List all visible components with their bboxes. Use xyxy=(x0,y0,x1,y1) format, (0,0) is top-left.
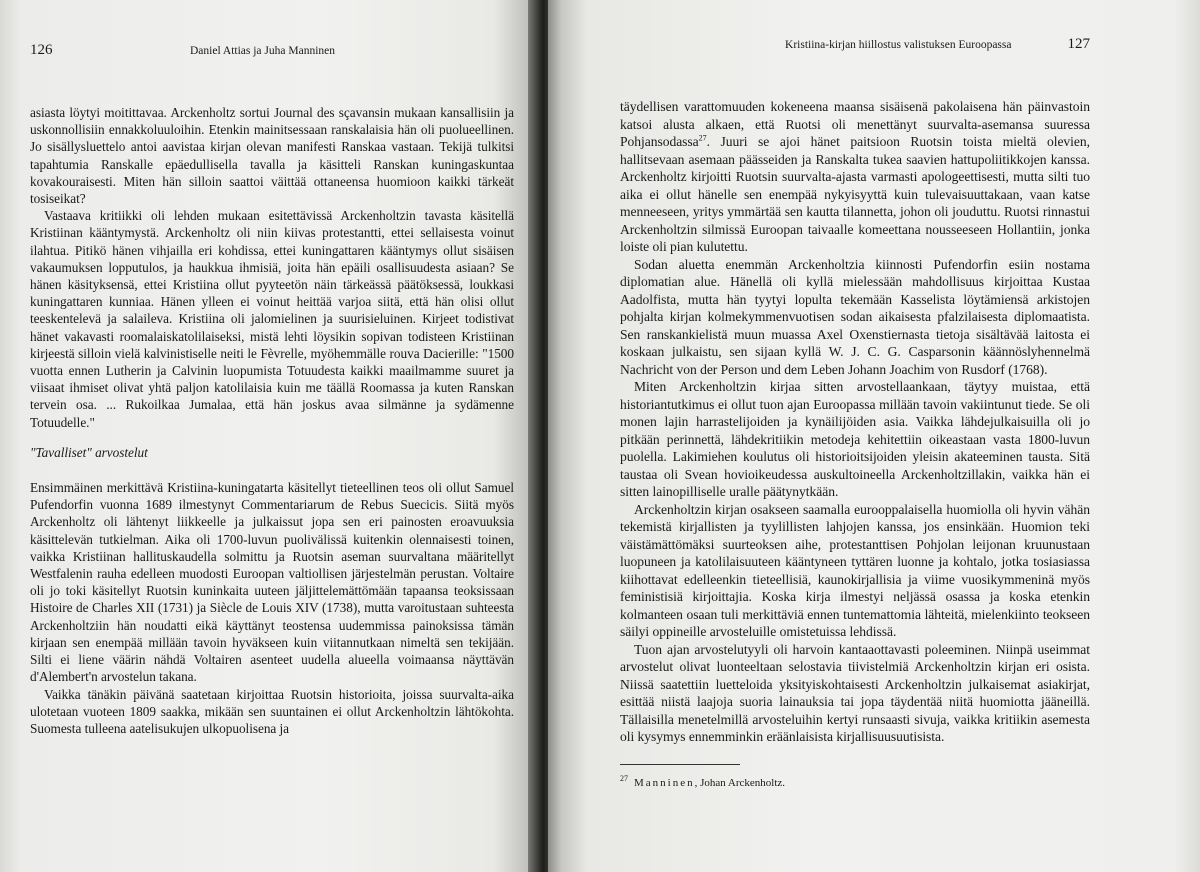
footnote xyxy=(620,773,1090,789)
left-page-number: 126 xyxy=(30,42,53,58)
right-paragraph-5: Tuon ajan arvostelutyyli oli harvoin kantaaottavasti poleeminen. Niinpä useimmat arvostelut olivat luonteeltaan selostavia tiivistelmiä Arckenholtzin kirjan eri osista. Niissä saatettiin luetteloida yksityiskohtaisesti Arckenholtzin julkaisemat asiakirjat, esittää niistä laajoja suoria lainauksia tai jopa täydentää niitä huomiotta jääneillä. Tällaisilla menetelmillä arvosteluihin kertyi runsaasti sivuja, vaikka kritiikin asemesta oli kysymys ennemminkin eräänlaisista kirjallisuusuutisista. xyxy=(620,641,1090,744)
right-paragraph-1 xyxy=(620,98,1090,256)
left-paragraph-4: Vaikka tänäkin päivänä saatetaan kirjoittaa Ruotsin historioita, joissa suurvalta-aika ulotetaan vuoteen 1809 saakka, mikään sen suuntainen ei ollut Arckenholtzin lähtökohta. Suomesta tulleena aatelisukujen ulkopuolisena ja xyxy=(30,686,514,736)
right-page-number: 127 xyxy=(1067,36,1090,52)
right-paragraph-2: Sodan aluetta enemmän Arckenholtzia kiinnosti Pufendorfin esiin nostama diplomatian alue. Hänellä oli kyllä mielessään mahdollisuus kirjoittaa Kustaa Aadolfista, mutta hän tyytyi lopulta tekemään Kasselista löytämiensä arkistojen pohjalta kirjan kolmekymmenvuotisen sodan aikaisesta pfalzilaisesta diplomaatista. Sen ranskankielistä muun muassa Axel Oxenstiernasta tietoja sisältävää laitosta ei koskaan julkaistu, sen sijaan kyllä W. J. C. G. Casparsonin käännöslyhennelmä Nachricht von der Person und dem Leben Johann Joachim von Rusdorf (1768). xyxy=(620,256,1090,377)
footnote-text: , Johan Arckenholtz. xyxy=(694,776,786,789)
left-running-head xyxy=(30,42,514,62)
right-paragraph-3: Miten Arckenholtzin kirjaa sitten arvostellaankaan, täytyy muistaa, että historiantutkimus ei ollut tuon ajan Euroopassa millään tavoin vakiintunut tiede. Se oli monen lajin harrastelijoiden ja kynäilijöiden asia. Vaikka lähdejulkaisuilla oli jo pitkään perinnettä, lähdekritiikin metodeja kehitettiin oikeastaan vasta 1800-luvun puolella. Lakimiehen koulutus oli historioitsijoiden yleisin akateeminen tausta. Sitä taustaa oli Svean hovioikeudessa auskultoineella Arckenholtzillakin, vaikka hän ei sitten lainopilliselle uralle päätynytkään. xyxy=(620,379,1090,499)
right-paragraph-1-rest: . Juuri se ajoi hänet paitsioon Ruotsin toista mieltä olevien, hallitsevaan asemaan päässeiden ja Ranskalta tukea saavien hattupoliitikkojen kanssa. Arckenholtz kirjoitti Ruotsin suurvalta-ajasta varmasti apologeettisesti, mutta silti tuo aika ei ollut hänelle sen enempää nykyisyyttä kuin tulevaisuuttakaan, vaan katse menneeseen, yritys ymmärtää sen kautta tilannetta, johon oli jouduttu. Ruotsi rinnastui Arckenholtzin silmissä Euroopan taivaalle komeettana nousseeseen Hollantiin, jonka loiste oli pian kulutettu. xyxy=(620,134,1090,254)
right-running-head xyxy=(620,36,1090,56)
right-paragraph-4: Arckenholtzin kirjan osakseen saamalla eurooppalaisella huomiolla oli hyvin vähän tekemistä kirjallisten ja tyylillisten lahjojen kanssa, jos ensinkään. Huomion teki väistämättömäksi suurteoksen aihe, protestanttisen Pohjolan leijonan kruunustaan luopuneen ja katolilaisuuteen kääntyneen tyttären luonne ja kohtalo, jotka tosiasiassa kiihottavat edelleenkin tieteellisiä, kaunokirjallisia ja viime vuosikymmeninä myös feministisiä kirjoittajia. Koska kirja ilmestyi neljässä osassa ja koska etenkin kolmanteen osaan tuli merkittäviä ennen tuntemattomia lähteitä, mielenkiinto teokseen säilyi oppineille arvosteluille omistetuissa lehdissä. xyxy=(620,501,1090,639)
left-body-text xyxy=(30,104,514,737)
right-body-text xyxy=(620,98,1090,746)
right-page xyxy=(548,0,1200,872)
section-heading: "Tavalliset" arvostelut xyxy=(30,444,148,460)
footnote-divider xyxy=(620,764,740,765)
left-paragraph-1: asiasta löytyi moitittavaa. Arckenholtz sortui Journal des sçavansin mukaan kansallisiin ja uskonnollisiin ennakkoluuloihin. Etenkin mainitsessaan ranskalaisia hän oli puolueellinen. Jo sisällysluettelo antoi aavistaa kirjan olevan manifesti Ranskaa vastaan. Tekijä tulkitsi tapahtumia Ranskalle epäedullisella tavalla ja käsitteli Ranskan kuningaskuntaa kovakouraisesti. Miten hän silloin saattoi väittää ottaneensa huomioon kaikki tärkeät tosiseikat? xyxy=(30,105,514,207)
right-paragraph-1-start: täydellisen varattomuuden kokeneena maansa sisäisenä pakolaisena hän päinvastoin katsoi alusta alkaen, että Ruotsi oli menettänyt suurvalta-asemansa suuressa Pohjansodassa xyxy=(620,99,1090,149)
right-running-title: Kristiina-kirjan hiillostus valistuksen Euroopassa xyxy=(785,39,1012,51)
footnote-number: 27 xyxy=(620,773,628,783)
left-page xyxy=(0,0,536,872)
left-paragraph-3: Ensimmäinen merkittävä Kristiina-kuningatarta käsitellyt tieteellinen teos oli ollut Samuel Pufendorfin vuonna 1689 ilmestynyt Commentariarum de Rebus Suecicis. Siitä myös Arckenholtz oli lähtenyt liikkeelle ja julkaissut jopa sen eri painosten eroavuuksia käsittelevän tutkielman. Aika oli 1700-luvun puolivälissä kuitenkin olennaisesti toinen, vaikka Kristiinan hallituskaudella solmittu ja Ruotsin aseman suurvaltana määritellyt Westfalenin rauha edelleen muodosti Euroopan valtiollisen järjestelmän perustan. Voltaire oli jo toki käsitellyt Ruotsin kuninkaita uuteen jäljittelemättömään tapaansa teoksissaan Histoire de Charles XII (1731) ja Siècle de Louis XIV (1738), mutta varoitustaan suhteesta Arckenholtziin hän noudatti eikä käyttänyt teostensa uudemmissa painoksissa tämän kirjaan sen enempää millään tavoin hyväkseen kuin viitannutkaan nimeltä sen tekijään. Silti ei liene väärin nähdä Voltairen asenteet uudella alueella voimaansa näyttävän d'Alembert'n arvostelun takana. xyxy=(30,480,514,685)
footnote-author: Manninen xyxy=(634,776,695,789)
left-paragraph-2: Vastaava kritiikki oli lehden mukaan esitettävissä Arckenholtzin tavasta käsitellä Kristiinan kääntymystä. Arckenholtz oli niin kiivas protestantti, ettei sellaisesta voinut ilahtua. Pitikö hänen vihjailla eri kohdissa, ettei kuningattaren kääntymys ollut sisäisen vakaumuksen lopputulos, ja haukkua ihmisiä, joita hän epäili osallisuudesta asiaan? Se hänen käsityksensä, ettei Kristiina ollut pyyteetön näin tärkeässä päätöksessä, loukkasi kuningattaren kunniaa. Hänen ylleen ei voinut heittää varjoa siitä, että hän olisi ollut teeskentelevä ja salaileva. Kristiina oli jalomielinen ja suurisieluinen. Kirjeet todistivat hänet vakavasti roomalaiskatolilaiseksi, mistä lehti löysikin sopivan todisteen Kristiinan kirjeestä silloin vielä kalvinistiselle neiti le Fèvrelle, myöhemmälle rouva Dacierille: "1500 vuotta ennen Lutherin ja Calvinin luopumista Totuudesta kaikki maailmamme suuret ja viisaat ihmiset olivat yhtä paljon katolilaisia kuin me täällä Roomassa ja kuten Ranskan tervein osa. ... Rukoilkaa Jumalaa, että hän joskus avaa silmänne ja sydämenne Totuudelle." xyxy=(30,208,514,430)
left-running-title: Daniel Attias ja Juha Manninen xyxy=(190,45,335,57)
footnote-reference[interactable]: 27 xyxy=(698,133,707,143)
